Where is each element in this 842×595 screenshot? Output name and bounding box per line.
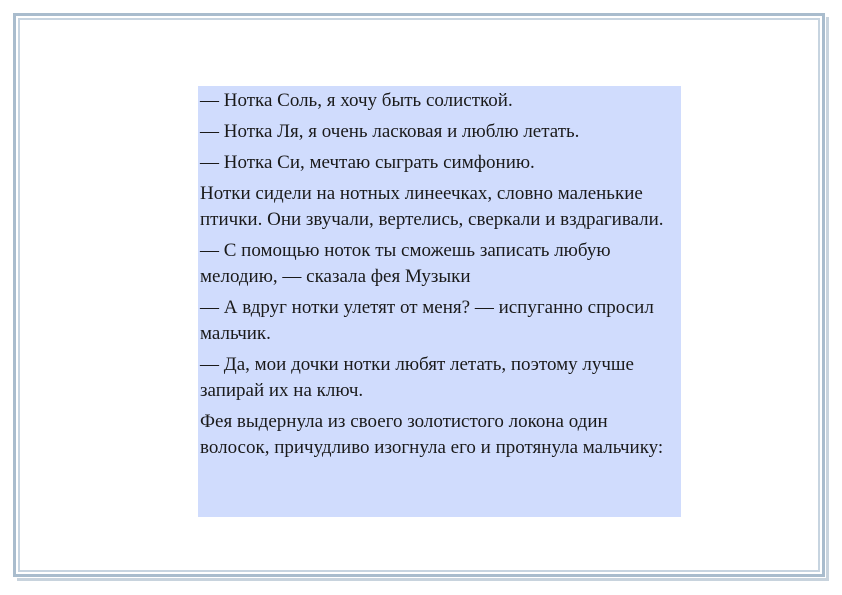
paragraph-8: Фея выдернула из своего золотистого локона один волосок, причудливо изогнула его и протянула мальчику: — [200, 411, 664, 458]
paragraph-4: Нотки сидели на нотных линеечках, словно маленькие птички. Они звучали, вертелись, сверкали и вздрагивали. — [200, 183, 664, 230]
story-text-box — [198, 86, 681, 517]
paragraph-2: — Нотка Ля, я очень ласковая и люблю летать. — [200, 121, 580, 142]
paragraph-6: — А вдруг нотки улетят от меня? — испуганно спросил мальчик. — [200, 297, 654, 344]
paragraph-7: — Да, мои дочки нотки любят летать, поэтому лучше запирай их на ключ. — [200, 354, 634, 401]
frame-shadow-bottom — [17, 578, 829, 581]
frame-shadow-right — [826, 17, 829, 581]
paragraph-5: — С помощью ноток ты сможешь записать любую мелодию, — сказала фея Музыки — [200, 240, 611, 287]
paragraph-1: — Нотка Соль, я хочу быть солисткой. — [200, 90, 513, 111]
paragraph-3: — Нотка Си, мечтаю сыграть симфонию. — [200, 152, 535, 173]
